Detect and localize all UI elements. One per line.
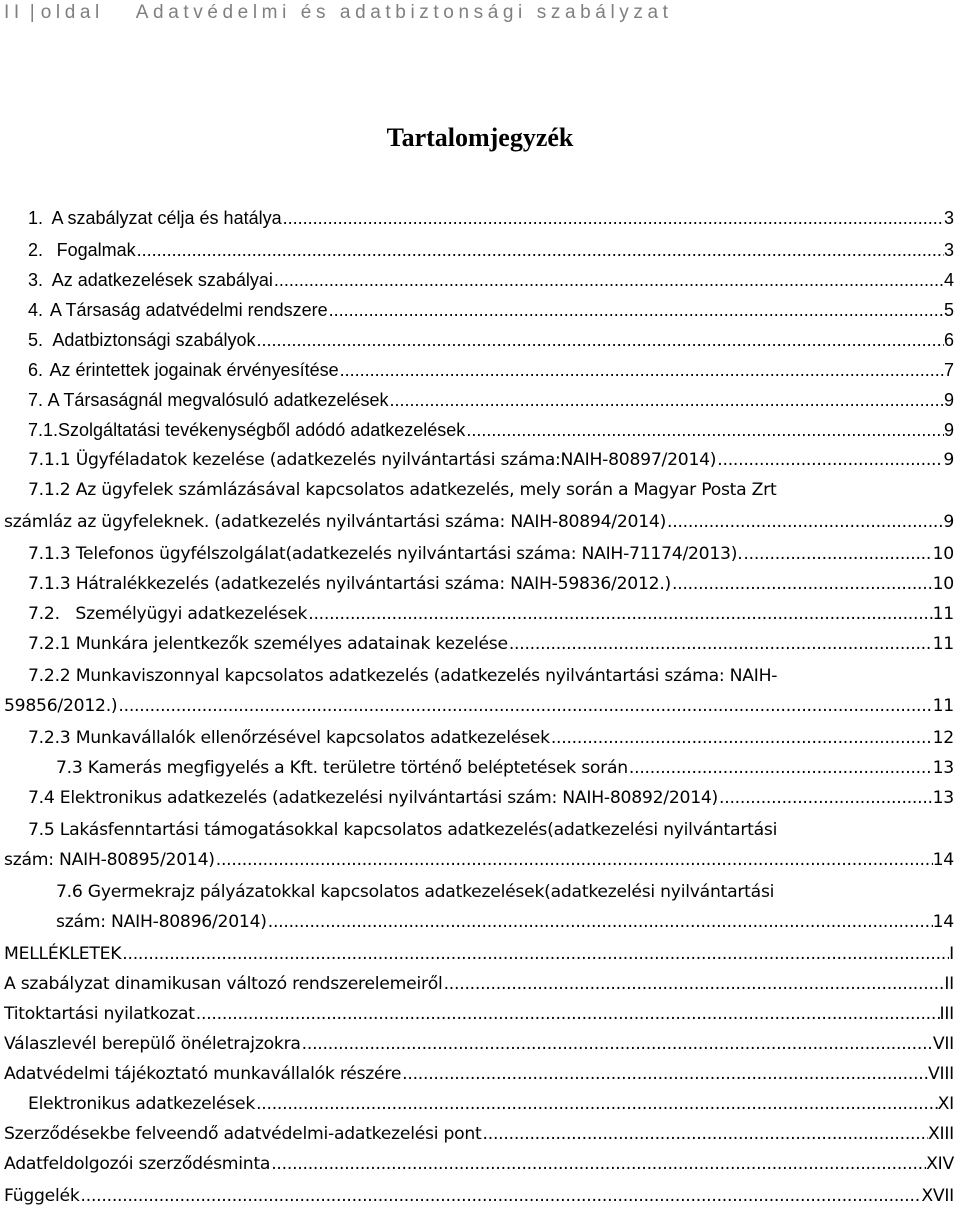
toc-dot-leader bbox=[268, 910, 933, 934]
toc-dot-leader bbox=[256, 1092, 938, 1116]
toc-dot-leader bbox=[402, 1062, 928, 1086]
toc-page-number: XIII bbox=[928, 1124, 954, 1144]
toc-dot-leader bbox=[216, 848, 933, 872]
toc-dot-leader bbox=[551, 726, 933, 750]
toc-dot-leader bbox=[743, 542, 932, 566]
toc-entry-first-line: 7.1.2 Az ügyfelek számlázásával kapcsolatos adatkezelés, mely során a Magyar Posta Zrt bbox=[28, 480, 777, 500]
toc-entry-first-line: 7.2.2 Munkaviszonnyal kapcsolatos adatkezelés (adatkezelés nyilvántartási száma: NAIH- bbox=[28, 666, 778, 686]
toc-page-number: 14 bbox=[932, 912, 954, 932]
toc-entry-title: A szabályzat dinamikusan változó rendszerelemeiről bbox=[4, 974, 443, 994]
toc-dot-leader bbox=[717, 448, 943, 472]
toc-entry[interactable] bbox=[4, 1184, 954, 1208]
toc-entry-title: 59856/2012.) bbox=[4, 696, 118, 716]
toc-dot-leader bbox=[667, 510, 943, 534]
toc-entry[interactable] bbox=[56, 910, 954, 934]
toc-page-number: 3 bbox=[943, 240, 954, 260]
toc-dot-leader bbox=[466, 418, 944, 442]
toc-page-number: XIV bbox=[926, 1154, 954, 1174]
toc-page-number: 4 bbox=[943, 270, 954, 290]
toc-entry-title: A szabályzat célja és hatálya bbox=[51, 208, 282, 228]
toc-dot-leader bbox=[81, 1184, 922, 1208]
toc-page-number: 10 bbox=[932, 574, 954, 594]
toc-entry-number: 5. bbox=[28, 330, 44, 350]
toc-entry[interactable] bbox=[28, 358, 954, 382]
toc-entry-title: Fogalmak bbox=[56, 240, 136, 260]
toc-dot-leader bbox=[509, 632, 933, 656]
toc-entry[interactable] bbox=[4, 1122, 954, 1146]
header-page-word: oldal bbox=[40, 2, 104, 23]
toc-dot-leader bbox=[283, 206, 944, 230]
toc-entry-first-line: 7.6 Gyermekrajz pályázatokkal kapcsolatos adatkezelések(adatkezelési nyilvántartási bbox=[56, 882, 775, 902]
toc-entry-title: Adatvédelmi tájékoztató munkavállalók részére bbox=[4, 1064, 402, 1084]
toc-entry-title: Függelék bbox=[4, 1186, 80, 1206]
toc-entry-title: 7.4 Elektronikus adatkezelés (adatkezelési nyilvántartási szám: NAIH-80892/2014) bbox=[28, 788, 719, 808]
toc-entry[interactable] bbox=[4, 694, 954, 718]
toc-page-number: XVII bbox=[921, 1186, 954, 1206]
toc-entry-number: 2. bbox=[28, 240, 44, 260]
toc-entry[interactable] bbox=[28, 726, 954, 750]
toc-page-number: I bbox=[949, 944, 954, 964]
toc-page-number: 9 bbox=[943, 390, 954, 410]
toc-entry-title: 7.3 Kamerás megfigyelés a Kft. területre történő beléptetések során bbox=[56, 758, 628, 778]
toc-entry[interactable] bbox=[28, 602, 954, 626]
toc-page-number: 9 bbox=[943, 512, 954, 532]
toc-entry-title: 7.1.3 Telefonos ügyfélszolgálat(adatkezelés nyilvántartási száma: NAIH-71174/2013). bbox=[28, 544, 743, 564]
toc-dot-leader bbox=[672, 572, 933, 596]
toc-entry[interactable] bbox=[28, 786, 954, 810]
toc-entry-title: MELLÉKLETEK bbox=[4, 944, 122, 964]
toc-entry-number: 4. bbox=[28, 300, 44, 320]
toc-dot-leader bbox=[257, 328, 944, 352]
toc-entry[interactable] bbox=[56, 756, 954, 780]
header-page-number: II bbox=[4, 2, 24, 23]
toc-entry[interactable] bbox=[28, 448, 954, 472]
toc-entry[interactable] bbox=[28, 268, 954, 292]
toc-page-number: 6 bbox=[943, 330, 954, 350]
toc-dot-leader bbox=[137, 238, 944, 262]
toc-entry[interactable] bbox=[28, 572, 954, 596]
toc-page-number: 5 bbox=[943, 300, 954, 320]
toc-entry[interactable] bbox=[4, 1002, 954, 1026]
toc-page-number: 14 bbox=[932, 850, 954, 870]
toc-entry-first-line: 7.5 Lakásfenntartási támogatásokkal kapcsolatos adatkezelés(adatkezelési nyilvántartási bbox=[28, 820, 778, 840]
toc-dot-leader bbox=[302, 1032, 933, 1056]
toc-dot-leader bbox=[274, 268, 944, 292]
toc-dot-leader bbox=[444, 972, 945, 996]
toc-entry-title: szám: NAIH-80895/2014) bbox=[4, 850, 215, 870]
toc-page-number: VII bbox=[932, 1034, 954, 1054]
toc-entry-title: Válaszlevél berepülő önéletrajzokra bbox=[4, 1034, 301, 1054]
toc-entry[interactable] bbox=[28, 632, 954, 656]
toc-entry-title: Szolgáltatási tevékenységből adódó adatkezelések bbox=[58, 420, 466, 440]
toc-entry-number: 3. bbox=[28, 270, 44, 290]
toc-entry-title: 7.1.1 Ügyféladatok kezelése (adatkezelés nyilvántartási száma:NAIH-80897/2014) bbox=[28, 450, 717, 470]
toc-dot-leader bbox=[271, 1152, 926, 1176]
toc-entry-number: 6. bbox=[28, 360, 44, 380]
toc-entry[interactable] bbox=[4, 942, 954, 966]
toc-entry-title: Adatbiztonsági szabályok bbox=[52, 330, 256, 350]
toc-entry[interactable] bbox=[28, 238, 954, 262]
toc-entry[interactable] bbox=[28, 388, 954, 412]
toc-entry[interactable] bbox=[4, 1032, 954, 1056]
toc-dot-leader bbox=[629, 756, 933, 780]
toc-entry-number: 1. bbox=[28, 208, 44, 228]
toc-entry-title: Az érintettek jogainak érvényesítése bbox=[49, 360, 339, 380]
toc-page-number: 13 bbox=[932, 788, 954, 808]
toc-dot-leader bbox=[390, 388, 944, 412]
toc-dot-leader bbox=[483, 1122, 928, 1146]
toc-entry[interactable] bbox=[4, 848, 954, 872]
toc-entry-number: 7.1. bbox=[28, 420, 59, 440]
toc-dot-leader bbox=[308, 602, 932, 626]
toc-dot-leader bbox=[329, 298, 944, 322]
toc-entry[interactable] bbox=[28, 206, 954, 230]
toc-entry[interactable] bbox=[28, 542, 954, 566]
toc-entry[interactable] bbox=[28, 418, 954, 442]
toc-page-number: 9 bbox=[943, 450, 954, 470]
toc-entry[interactable] bbox=[4, 972, 954, 996]
toc-entry-title: 7.2.1 Munkára jelentkezők személyes adatainak kezelése bbox=[28, 634, 508, 654]
toc-entry[interactable] bbox=[4, 510, 954, 534]
toc-page-number: III bbox=[939, 1004, 954, 1024]
toc-page-number: 11 bbox=[932, 604, 954, 624]
header-document-title: Adatvédelmi és adatbiztonsági szabályzat bbox=[135, 2, 673, 23]
toc-page-number: 11 bbox=[932, 696, 954, 716]
toc-page-number: 3 bbox=[943, 208, 954, 228]
toc-entry-title: számláz az ügyfeleknek. (adatkezelés nyilvántartási száma: NAIH-80894/2014) bbox=[4, 512, 667, 532]
toc-page-number: 10 bbox=[932, 544, 954, 564]
toc-entry-title: Szerződésekbe felveendő adatvédelmi-adatkezelési pont bbox=[4, 1124, 482, 1144]
toc-entry-title: szám: NAIH-80896/2014) bbox=[56, 912, 267, 932]
toc-dot-leader bbox=[122, 942, 949, 966]
toc-title: Tartalomjegyzék bbox=[386, 123, 574, 152]
toc-entry[interactable] bbox=[4, 1152, 954, 1176]
toc-entry-title: Az adatkezelések szabályai bbox=[51, 270, 273, 290]
toc-dot-leader bbox=[719, 786, 933, 810]
toc-page-number: VIII bbox=[928, 1064, 954, 1084]
toc-entry[interactable] bbox=[28, 328, 954, 352]
toc-entry-title: 7.2.3 Munkavállalók ellenőrzésével kapcsolatos adatkezelések bbox=[28, 728, 550, 748]
toc-entry-title: 7.1.3 Hátralékkezelés (adatkezelés nyilvántartási száma: NAIH-59836/2012.) bbox=[28, 574, 672, 594]
toc-page-number: 11 bbox=[932, 634, 954, 654]
toc-entry-title: Elektronikus adatkezelések bbox=[28, 1094, 256, 1114]
toc-page-number: II bbox=[944, 974, 954, 994]
toc-page-number: 13 bbox=[932, 758, 954, 778]
toc-entry[interactable] bbox=[4, 1062, 954, 1086]
toc-dot-leader bbox=[118, 694, 932, 718]
toc-entry-title: A Társaságnál megvalósuló adatkezelések bbox=[47, 390, 389, 410]
toc-entry[interactable] bbox=[28, 1092, 954, 1116]
toc-entry-title: Adatfeldolgozói szerződésminta bbox=[4, 1154, 271, 1174]
toc-dot-leader bbox=[340, 358, 944, 382]
toc-dot-leader bbox=[196, 1002, 940, 1026]
toc-page-number: XI bbox=[937, 1094, 954, 1114]
toc-page-number: 9 bbox=[943, 420, 954, 440]
toc-page-number: 7 bbox=[943, 360, 954, 380]
header-separator: | bbox=[29, 2, 35, 23]
toc-entry-title: Titoktartási nyilatkozat bbox=[4, 1004, 195, 1024]
toc-entry[interactable] bbox=[28, 298, 954, 322]
toc-entry-title: 7.2. Személyügyi adatkezelések bbox=[28, 604, 308, 624]
toc-entry-number: 7. bbox=[28, 390, 44, 410]
toc-page-number: 12 bbox=[932, 728, 954, 748]
toc-entry-title: A Társaság adatvédelmi rendszere bbox=[49, 300, 328, 320]
